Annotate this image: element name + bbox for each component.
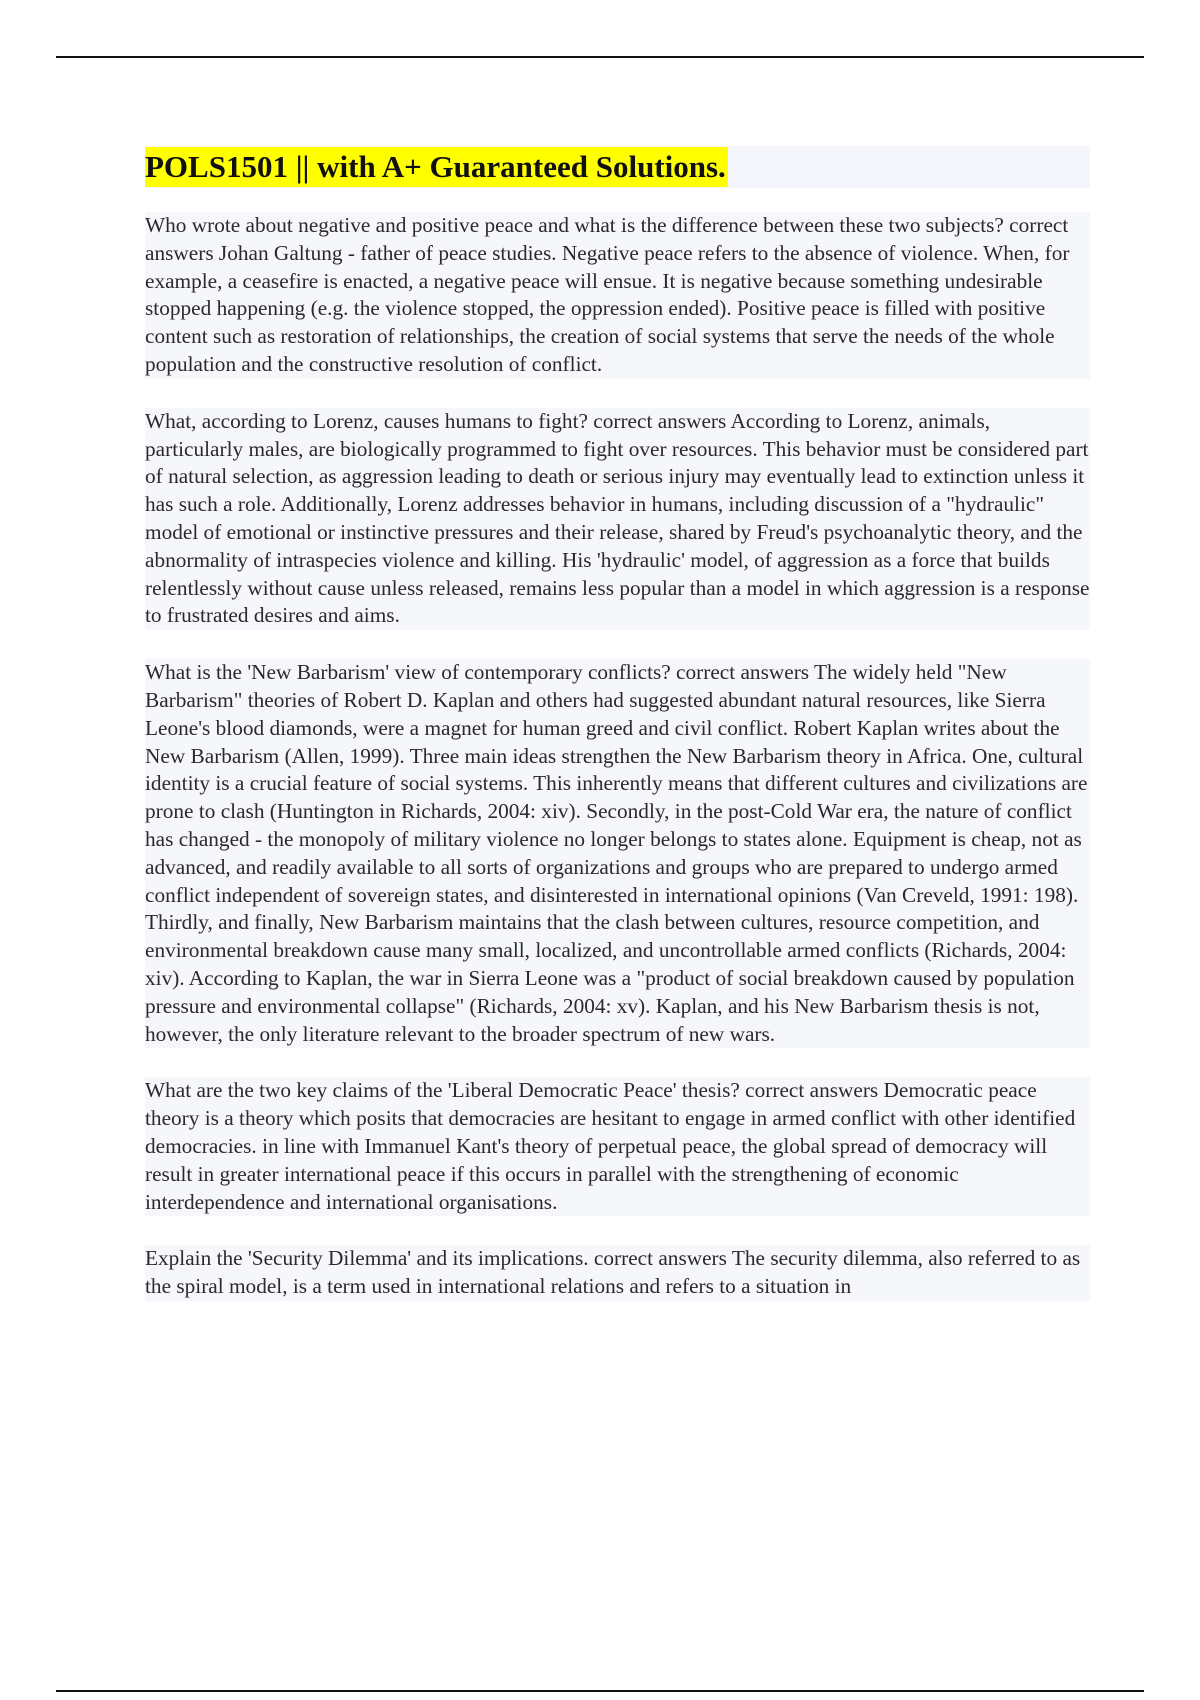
document-body bbox=[145, 146, 1090, 1301]
qa-entry-lorenz: What, according to Lorenz, causes humans to fight? correct answers According to Lorenz, animals, particularly males, are biologically programmed to fight over resources. This behavior must be considered part of natural selection, as aggression leading to death or serious injury may eventually lead to extinction unless it has such a role. Additionally, Lorenz addresses behavior in humans, including discussion of a "hydraulic" model of emotional or instinctive pressures and their release, shared by Freud's psychoanalytic theory, and the abnormality of intraspecies violence and killing. His 'hydraulic' model, of aggression as a force that builds relentlessly without cause unless released, remains less popular than a model in which aggression is a response to frustrated desires and aims. bbox=[145, 408, 1090, 630]
header-rule bbox=[56, 56, 1144, 58]
footer-rule bbox=[56, 1690, 1144, 1692]
qa-entry-negative-positive-peace: Who wrote about negative and positive peace and what is the difference between these two subjects? correct answers Johan Galtung - father of peace studies. Negative peace refers to the absence of violence. When, for example, a ceasefire is enacted, a negative peace will ensue. It is negative because something undesirable stopped happening (e.g. the violence stopped, the oppression ended). Positive peace is filled with positive content such as restoration of relationships, the creation of social systems that serve the needs of the whole population and the constructive resolution of conflict. bbox=[145, 212, 1090, 379]
qa-entry-liberal-democratic-peace: What are the two key claims of the 'Liberal Democratic Peace' thesis? correct answers Democratic peace theory is a theory which posits that democracies are hesitant to engage in armed conflict with other identified democracies. in line with Immanuel Kant's theory of perpetual peace, the global spread of democracy will result in greater international peace if this occurs in parallel with the strengthening of economic interdependence and international organisations. bbox=[145, 1077, 1090, 1216]
title-bar bbox=[145, 146, 1090, 188]
qa-entry-security-dilemma: Explain the 'Security Dilemma' and its implications. correct answers The security dilemma, also referred to as the spiral model, is a term used in international relations and refers to a situation in bbox=[145, 1245, 1090, 1301]
document-title: POLS1501 || with A+ Guaranteed Solutions. bbox=[145, 147, 728, 187]
qa-entry-new-barbarism: What is the 'New Barbarism' view of contemporary conflicts? correct answers The widely held "New Barbarism" theories of Robert D. Kaplan and others had suggested abundant natural resources, like Sierra Leone's blood diamonds, were a magnet for human greed and civil conflict. Robert Kaplan writes about the New Barbarism (Allen, 1999). Three main ideas strengthen the New Barbarism theory in Africa. One, cultural identity is a crucial feature of social systems. This inherently means that different cultures and civilizations are prone to clash (Huntington in Richards, 2004: xiv). Secondly, in the post-Cold War era, the nature of conflict has changed - the monopoly of military violence no longer belongs to states alone. Equipment is cheap, not as advanced, and readily available to all sorts of organizations and groups who are prepared to undergo armed conflict independent of sovereign states, and disinterested in international opinions (Van Creveld, 1991: 198). Thirdly, and finally, New Barbarism maintains that the clash between cultures, resource competition, and environmental breakdown cause many small, localized, and uncontrollable armed conflicts (Richards, 2004: xiv). According to Kaplan, the war in Sierra Leone was a "product of social breakdown caused by population pressure and environmental collapse" (Richards, 2004: xv). Kaplan, and his New Barbarism thesis is not, however, the only literature relevant to the broader spectrum of new wars. bbox=[145, 659, 1090, 1048]
